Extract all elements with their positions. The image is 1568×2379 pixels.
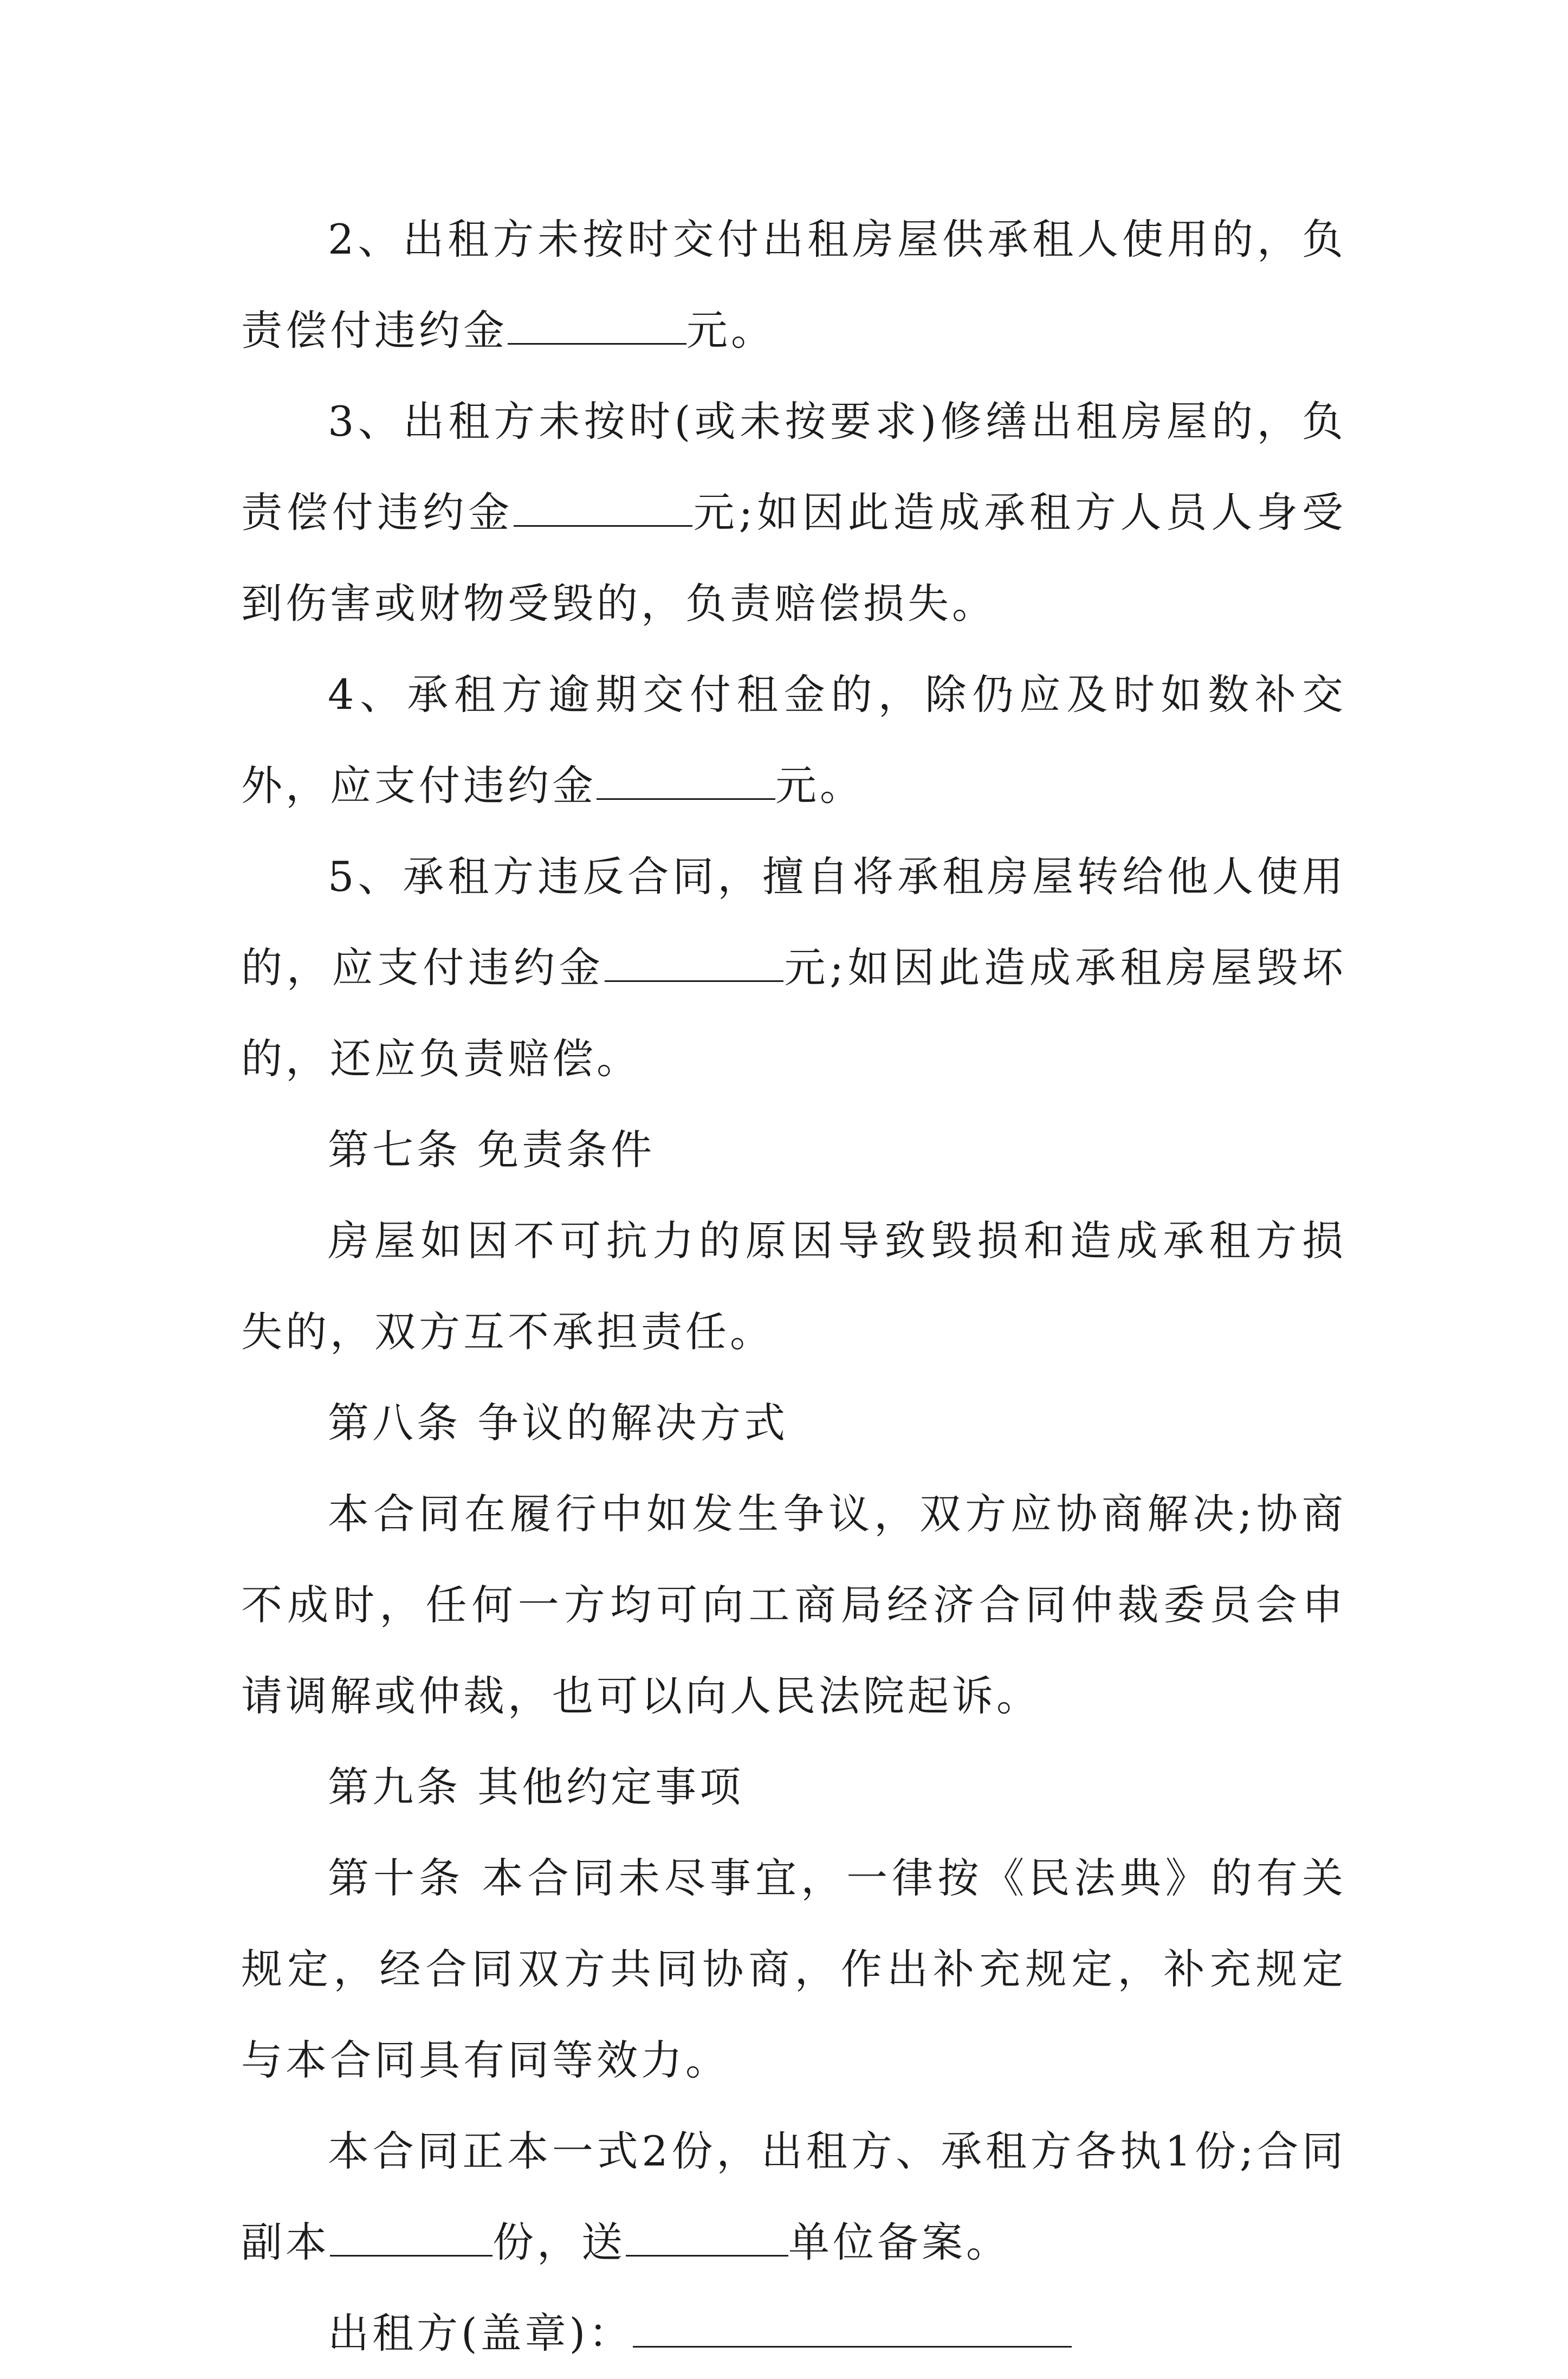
paragraph-text: 元。 bbox=[775, 761, 864, 810]
clause-paragraph-penalty-repair bbox=[241, 376, 1346, 649]
paragraph-text: 单位备案。 bbox=[788, 2218, 1010, 2266]
lessor-signature-line bbox=[241, 2288, 1346, 2379]
paragraph-text: 元。 bbox=[686, 306, 775, 354]
paragraph-text: 4、承租方逾期交付租金的，除仍应及时如数补交外，应支付违约金 bbox=[241, 670, 1346, 810]
article-7-paragraph: 房屋如因不可抗力的原因导致毁损和造成承租方损失的，双方互不承担责任。 bbox=[241, 1217, 1346, 1356]
article-heading-9: 第九条 其他约定事项 bbox=[328, 1763, 744, 1811]
paragraph-text: 2、出租方未按时交付出租房屋供承租人使用的，负责偿付违约金 bbox=[241, 215, 1346, 354]
paragraph-text: 元;如因此造成承租房屋毁坏的，还应负责赔偿。 bbox=[241, 943, 1346, 1083]
article-heading-8: 第八条 争议的解决方式 bbox=[328, 1399, 789, 1447]
article-heading-7: 第七条 免责条件 bbox=[328, 1126, 656, 1174]
document-body bbox=[241, 194, 1346, 2379]
blank-field-penalty-amount bbox=[508, 305, 686, 345]
blank-field-penalty-amount bbox=[597, 760, 775, 800]
blank-field-lessor-seal bbox=[633, 2308, 1072, 2348]
article-10-paragraph: 第十条 本合同未尽事宜，一律按《民法典》的有关规定，经合同双方共同协商，作出补充规定，补充规定与本合同具有同等效力。 bbox=[241, 1854, 1346, 2084]
clause-paragraph-penalty-late-rent bbox=[241, 649, 1346, 831]
paragraph-text: 出租方(盖章)： bbox=[328, 2309, 633, 2357]
paragraph-text: 3、出租方未按时(或未按要求)修缮出租房屋的，负责偿付违约金 bbox=[241, 397, 1346, 536]
paragraph-text: 5、承租方违反合同，擅自将承租房屋转给他人使用的，应支付违约金 bbox=[241, 852, 1346, 992]
blank-field-penalty-amount bbox=[605, 942, 783, 982]
blank-field-copy-count bbox=[330, 2217, 493, 2257]
clause-paragraph-penalty-sublet bbox=[241, 831, 1346, 1104]
clause-paragraph-penalty-delivery bbox=[241, 194, 1346, 376]
paragraph-text: 本合同正本一式2份，出租方、承租方各执1份;合同副本 bbox=[241, 2127, 1346, 2266]
article-8-paragraph: 本合同在履行中如发生争议，双方应协商解决;协商不成时，任何一方均可向工商局经济合同仲裁委员会申请调解或仲裁，也可以向人民法院起诉。 bbox=[241, 1490, 1346, 1720]
paragraph-text: 元;如因此造成承租方人员人身受到伤害或财物受毁的，负责赔偿损失。 bbox=[241, 488, 1346, 628]
paragraph-text: 份，送 bbox=[493, 2218, 626, 2266]
blank-field-filing-unit bbox=[626, 2217, 788, 2257]
blank-field-penalty-amount bbox=[514, 487, 692, 527]
copies-paragraph bbox=[241, 2106, 1346, 2288]
